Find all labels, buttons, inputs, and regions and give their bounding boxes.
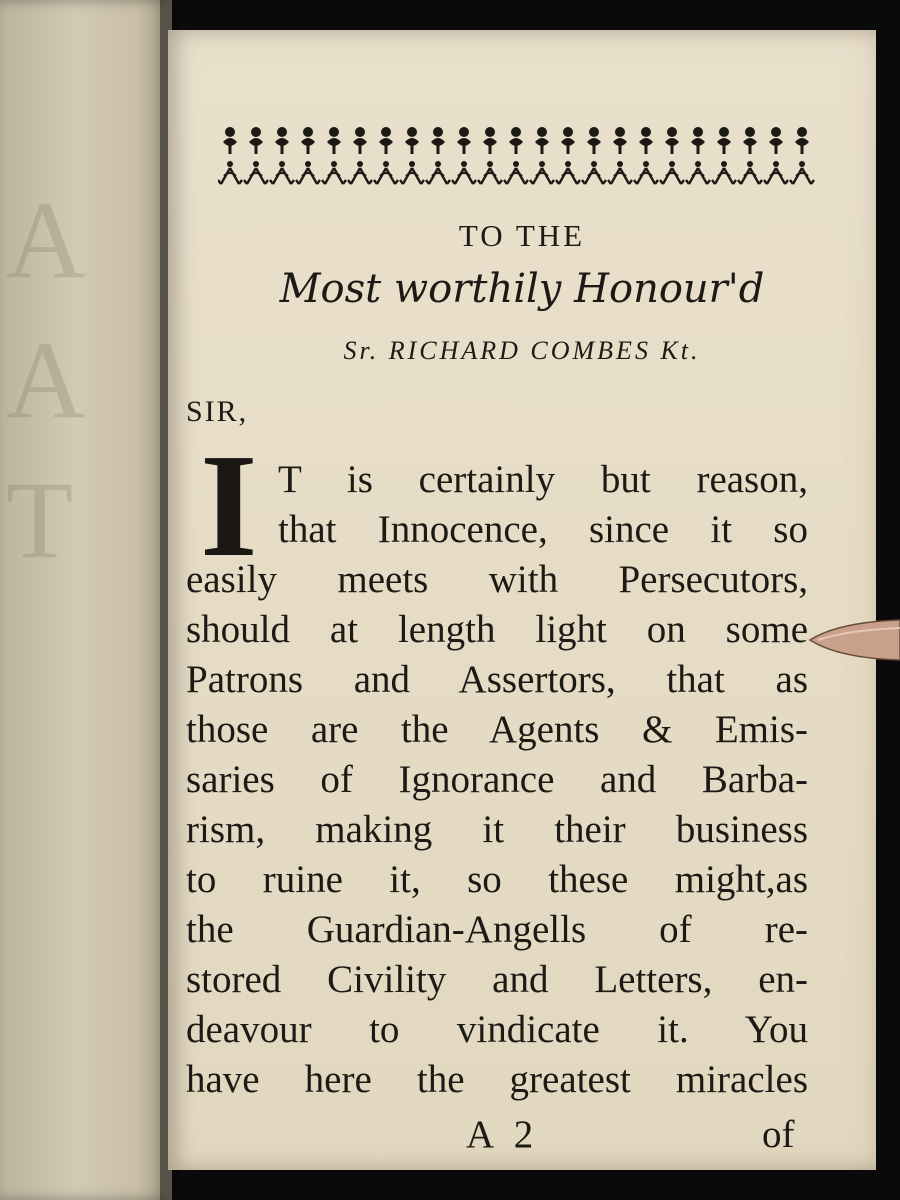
heading-to-the: TO THE [458,218,586,253]
fleuron-icon [608,127,632,184]
fleuron-icon [218,127,242,184]
body-line: rism, making it their business [186,808,808,851]
fleuron-icon [374,127,398,184]
fleuron-icon [244,127,268,184]
fleuron-ornament-band [218,124,816,204]
fleuron-icon [790,127,814,184]
catchword: of [762,1113,795,1156]
fleuron-icon [556,127,580,184]
heading-name: Sr. RICHARD COMBES Kt. [343,336,701,365]
fleuron-icon [452,127,476,184]
bookmark-ribbon-icon [808,616,900,664]
book-page [168,30,876,1170]
body-line: that Innocence, since it so [278,508,808,551]
fleuron-icon [738,127,762,184]
salutation: SIR, [186,395,249,428]
body-line: should at length light on some [186,608,808,651]
body-line: those are the Agents & Emis- [186,708,808,751]
facing-page [0,0,172,1200]
fleuron-icon [322,127,346,184]
show-through-text: A A T [6,179,86,581]
fleuron-icon [504,127,528,184]
body-line: deavour to vindicate it. You [186,1008,808,1051]
body-line: the Guardian-Angells of re- [186,908,808,951]
fleuron-icon [296,127,320,184]
body-line: easily meets with Persecutors, [186,558,808,601]
fleuron-icon [530,127,554,184]
fleuron-icon [426,127,450,184]
body-line: Patrons and Assertors, that as [186,658,808,701]
body-line: to ruine it, so these might,as [186,858,808,901]
drop-cap: I [200,424,258,588]
body-line: T is certainly but reason, [278,458,808,501]
fleuron-icon [660,127,684,184]
fleuron-icon [582,127,606,184]
fleuron-icon [270,127,294,184]
signature-mark: A 2 [466,1113,540,1156]
fleuron-icon [400,127,424,184]
page-footer [168,1112,868,1162]
fleuron-icon [478,127,502,184]
heading-dedicatee: Most worthily Honour'd [279,266,765,312]
fleuron-icon [712,127,736,184]
fleuron-icon [764,127,788,184]
body-line: saries of Ignorance and Barba- [186,758,808,801]
fleuron-icon [686,127,710,184]
body-line: stored Civility and Letters, en- [186,958,808,1001]
fleuron-icon [634,127,658,184]
fleuron-icon [348,127,372,184]
body-line: have here the greatest miracles [186,1058,808,1101]
